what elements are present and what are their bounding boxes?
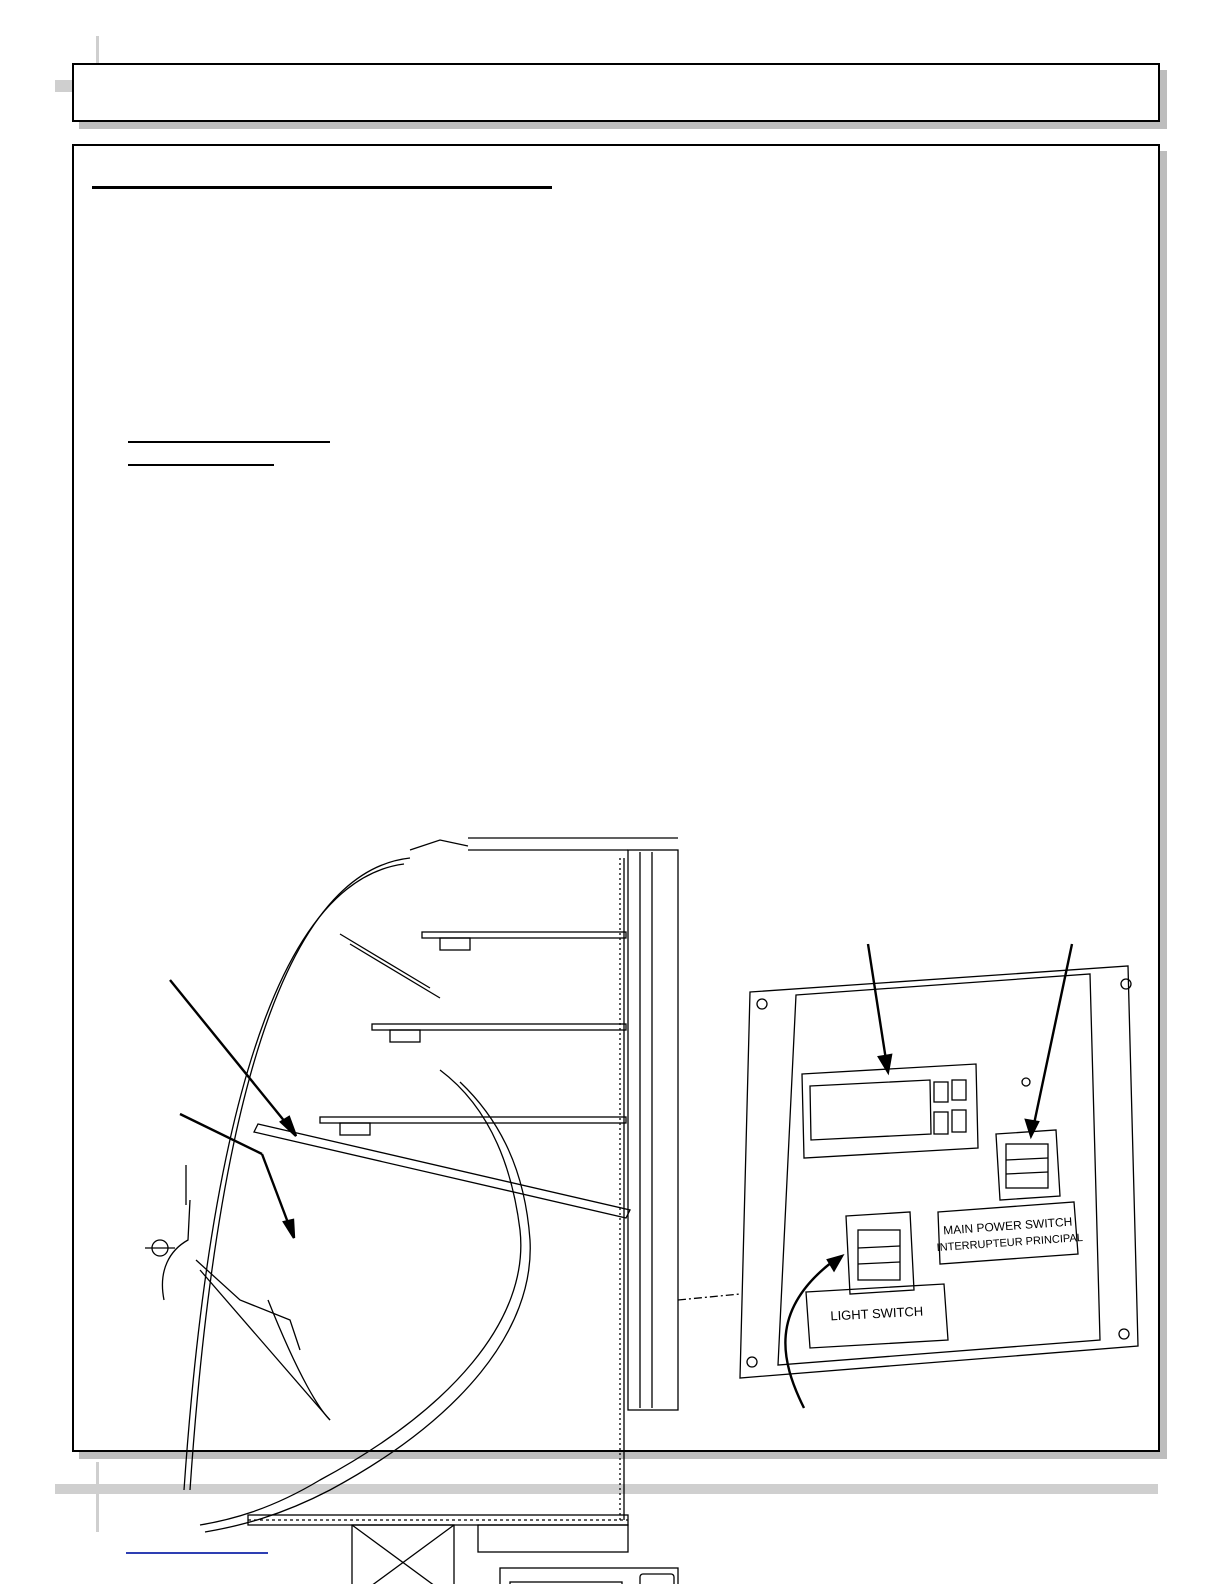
main-power-label-en: MAIN POWER SWITCH [942, 1214, 1073, 1238]
front-apron [145, 1165, 330, 1420]
case-leader-lines [170, 980, 296, 1238]
detail-callout-line [678, 1294, 740, 1300]
panel-leader-lines [785, 944, 1072, 1408]
light-switch-label: LIGHT SWITCH [829, 1303, 924, 1324]
control-panel [740, 966, 1138, 1378]
front-glass [184, 840, 530, 1532]
footer-link-underline[interactable] [126, 1552, 268, 1554]
deck-pan [254, 1124, 630, 1218]
shelves [320, 932, 626, 1135]
main-power-label-fr: INTERRUPTEUR PRINCIPAL [936, 1231, 1084, 1255]
